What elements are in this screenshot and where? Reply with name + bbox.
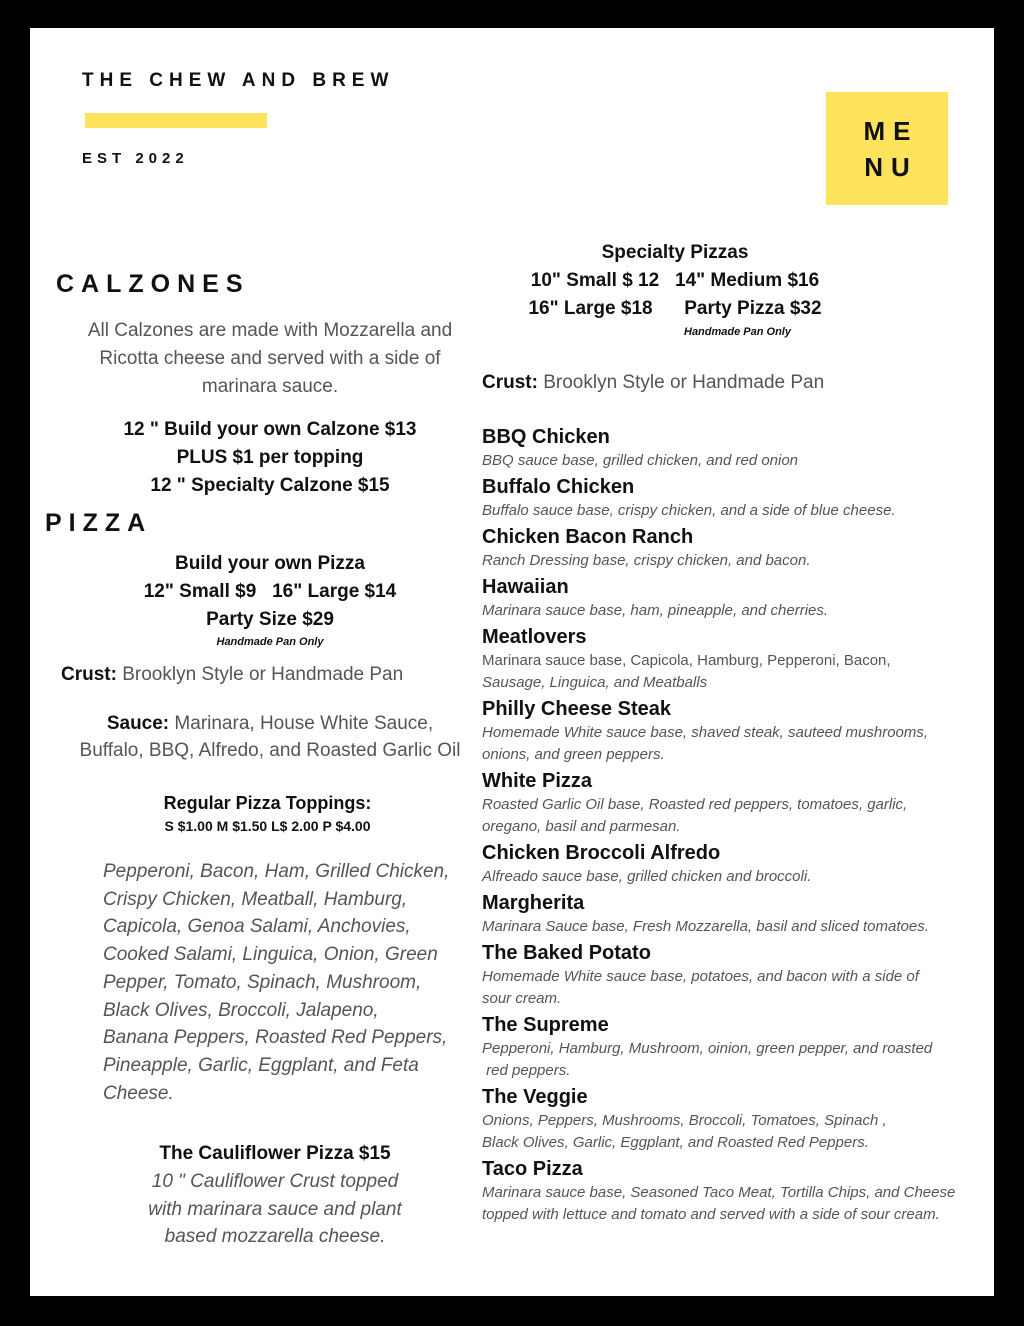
- specialty-header: [490, 239, 860, 323]
- specialty-item-desc: Roasted Garlic Oil base, Roasted red peppers, tomatoes, garlic,: [482, 796, 908, 813]
- cauliflower-title: The Cauliflower Pizza $15: [159, 1143, 391, 1164]
- pizza-sauce: [50, 710, 490, 764]
- toppings-line: Pepperoni, Bacon, Ham, Grilled Chicken,: [103, 861, 450, 882]
- calzones-intro-line: marinara sauce.: [201, 376, 339, 397]
- build-your-own-pizza: [70, 550, 470, 650]
- calzones-intro: [50, 317, 490, 401]
- crust-label: Crust:: [482, 372, 538, 393]
- specialty-item: [482, 1085, 982, 1154]
- specialty-item-desc: topped with lettuce and tomato and served with a side of sour cream.: [482, 1206, 940, 1223]
- calzone-price-line: PLUS $1 per topping: [176, 447, 364, 468]
- byo-note: Handmade Pan Only: [216, 636, 324, 648]
- specialty-item-name: Margherita: [482, 892, 585, 914]
- specialty-item-desc: Marinara sauce base, Seasoned Taco Meat, Tortilla Chips, and Cheese: [482, 1184, 956, 1201]
- cauliflower-desc-line: based mozzarella cheese.: [164, 1226, 386, 1247]
- specialty-item-name: Taco Pizza: [482, 1158, 583, 1180]
- established-year: EST 2022: [82, 150, 189, 167]
- toppings-header: [70, 790, 465, 836]
- specialty-item-name: Hawaiian: [482, 576, 569, 598]
- toppings-line: Capicola, Genoa Salami, Anchovies,: [103, 916, 411, 938]
- specialty-sizes: 10" Small $ 12 14" Medium $16: [530, 270, 820, 291]
- pizza-heading: PIZZA: [45, 509, 153, 537]
- cauliflower-pizza: [70, 1140, 480, 1251]
- specialty-item-desc: Homemade White sauce base, shaved steak, sauteed mushrooms,: [482, 724, 929, 741]
- specialty-item-name: The Veggie: [482, 1086, 588, 1108]
- menu-page: [30, 28, 994, 1296]
- specialty-item-desc: Buffalo sauce base, crispy chicken, and a side of blue cheese.: [482, 502, 896, 519]
- specialty-note: Handmade Pan Only: [684, 326, 791, 338]
- specialty-item-desc: Pepperoni, Hamburg, Mushroom, oinion, green pepper, and roasted: [482, 1040, 933, 1057]
- toppings-line: Pineapple, Garlic, Eggplant, and Feta: [103, 1054, 419, 1076]
- specialty-title: Specialty Pizzas: [601, 242, 749, 263]
- crust-value: Brooklyn Style or Handmade Pan: [537, 372, 825, 393]
- toppings-line: Cheese.: [103, 1082, 174, 1104]
- specialty-list: [482, 425, 982, 1229]
- specialty-item-name: White Pizza: [482, 770, 593, 792]
- byo-title: Build your own Pizza: [174, 553, 365, 574]
- specialty-item: [482, 941, 982, 1010]
- specialty-item: [482, 1013, 982, 1082]
- specialty-sizes: 16" Large $18 Party Pizza $32: [528, 298, 822, 319]
- calzone-price-line: 12 " Specialty Calzone $15: [150, 475, 390, 496]
- specialty-item-desc: Marinara Sauce base, Fresh Mozzarella, basil and sliced tomatoes.: [482, 918, 929, 935]
- specialty-item-name: Chicken Broccoli Alfredo: [482, 842, 721, 864]
- sauce-label: Sauce:: [106, 713, 170, 734]
- specialty-item-desc: Ranch Dressing base, crispy chicken, and bacon.: [482, 552, 811, 569]
- specialty-item: [482, 1157, 982, 1226]
- specialty-item-desc: BBQ sauce base, grilled chicken, and red onion: [482, 452, 799, 469]
- pizza-crust: [61, 662, 403, 688]
- menu-badge: [826, 92, 948, 205]
- crust-value: Brooklyn Style or Handmade Pan: [116, 664, 404, 685]
- calzones-heading: CALZONES: [56, 270, 250, 298]
- specialty-item-desc: Marinara sauce base, Capicola, Hamburg, Pepperoni, Bacon,: [482, 652, 891, 669]
- toppings-list: [103, 858, 449, 1107]
- specialty-item-desc: Marinara sauce base, ham, pineapple, and cherries.: [482, 602, 829, 619]
- crust-label: Crust:: [61, 664, 117, 685]
- menu-badge-line-2: NU: [864, 151, 918, 182]
- calzones-intro-line: Ricotta cheese and served with a side of: [99, 348, 441, 369]
- specialty-item-desc: Black Olives, Garlic, Eggplant, and Roasted Red Peppers.: [482, 1134, 869, 1151]
- specialty-item-desc: red peppers.: [482, 1062, 571, 1079]
- specialty-item-desc: onions, and green peppers.: [482, 746, 665, 763]
- toppings-line: Cooked Salami, Linguica, Onion, Green: [103, 944, 438, 966]
- specialty-item-name: BBQ Chicken: [482, 426, 610, 448]
- specialty-item-name: The Supreme: [482, 1014, 609, 1036]
- specialty-item: [482, 697, 982, 766]
- calzones-intro-line: All Calzones are made with Mozzarella and: [87, 320, 453, 341]
- toppings-line: Banana Peppers, Roasted Red Peppers,: [103, 1027, 448, 1049]
- toppings-prices: S $1.00 M $1.50 L$ 2.00 P $4.00: [164, 818, 371, 834]
- toppings-line: Crispy Chicken, Meatball, Hamburg,: [103, 888, 408, 910]
- cauliflower-desc-line: 10 " Cauliflower Crust topped: [151, 1171, 399, 1192]
- sauce-value: Marinara, House White Sauce,: [169, 713, 434, 734]
- specialty-item-name: The Baked Potato: [482, 942, 651, 964]
- toppings-title: Regular Pizza Toppings:: [163, 793, 372, 813]
- specialty-item: [482, 891, 982, 938]
- toppings-line: Pepper, Tomato, Spinach, Mushroom,: [103, 971, 422, 993]
- calzone-prices: [50, 416, 490, 500]
- specialty-item: [482, 841, 982, 888]
- toppings-line: Black Olives, Broccoli, Jalapeno,: [103, 999, 379, 1021]
- specialty-item-name: Meatlovers: [482, 626, 587, 648]
- restaurant-name: THE CHEW AND BREW: [82, 70, 395, 91]
- accent-bar: [85, 113, 267, 128]
- specialty-item-desc: Alfreado sauce base, grilled chicken and broccoli.: [482, 868, 812, 885]
- specialty-item-desc: Onions, Peppers, Mushrooms, Broccoli, Tomatoes, Spinach ,: [482, 1112, 887, 1129]
- calzone-price-line: 12 " Build your own Calzone $13: [123, 419, 417, 440]
- specialty-item: [482, 769, 982, 838]
- specialty-item: [482, 525, 982, 572]
- byo-party: Party Size $29: [206, 609, 334, 630]
- specialty-item: [482, 625, 982, 694]
- specialty-item: [482, 575, 982, 622]
- specialty-crust: [482, 370, 824, 396]
- menu-badge-line-1: ME: [863, 115, 919, 146]
- specialty-item-desc: sour cream.: [482, 990, 562, 1007]
- byo-sizes: 12" Small $9 16" Large $14: [143, 581, 397, 602]
- specialty-item-desc: Sausage, Linguica, and Meatballs: [482, 674, 708, 691]
- sauce-value: Buffalo, BBQ, Alfredo, and Roasted Garlic Oil: [79, 740, 461, 761]
- specialty-item-desc: Homemade White sauce base, potatoes, and bacon with a side of: [482, 968, 919, 985]
- specialty-item: [482, 475, 982, 522]
- specialty-item-name: Chicken Bacon Ranch: [482, 526, 694, 548]
- specialty-item-name: Philly Cheese Steak: [482, 698, 671, 720]
- cauliflower-desc-line: with marinara sauce and plant: [148, 1198, 402, 1220]
- specialty-item: [482, 425, 982, 472]
- specialty-item-name: Buffalo Chicken: [482, 476, 635, 498]
- specialty-item-desc: oregano, basil and parmesan.: [482, 818, 681, 835]
